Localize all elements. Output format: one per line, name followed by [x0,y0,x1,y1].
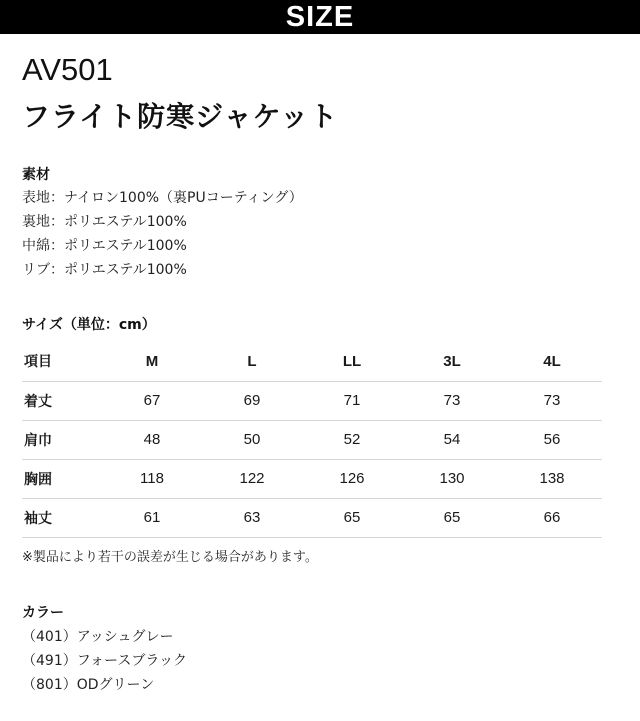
row-label: 肩巾 [22,420,102,459]
color-line: （401）アッシュグレー [22,629,174,645]
table-cell: 54 [402,420,502,459]
column-header-size: L [202,342,302,381]
table-row [22,381,602,420]
color-line: （491）フォースブラック [22,653,188,669]
column-header-item: 項目 [22,342,102,381]
material-line: リブ：ポリエステル100% [22,262,187,278]
size-table [22,342,602,538]
material-line: 表地：ナイロン100%（裏PUコーティング） [22,190,303,206]
table-cell: 67 [102,381,202,420]
material-heading: 素材 [22,167,50,183]
column-header-size: M [102,342,202,381]
table-cell: 48 [102,420,202,459]
product-name: フライト防寒ジャケット [22,100,339,133]
tolerance-note: ※製品により若干の誤差が生じる場合があります。 [22,550,318,565]
table-cell: 126 [302,459,402,498]
product-model: AV501 [22,52,113,87]
row-label: 着丈 [22,381,102,420]
table-cell: 56 [502,420,602,459]
material-line: 中綿：ポリエステル100% [22,238,187,254]
row-label: 胸囲 [22,459,102,498]
table-cell: 65 [402,498,502,537]
table-cell: 69 [202,381,302,420]
banner-title: SIZE [285,0,355,33]
table-row [22,498,602,537]
table-cell: 50 [202,420,302,459]
material-line: 裏地：ポリエステル100% [22,214,187,230]
size-table-header-row [22,342,602,381]
row-label: 袖丈 [22,498,102,537]
table-cell: 73 [502,381,602,420]
column-header-size: LL [302,342,402,381]
table-cell: 61 [102,498,202,537]
table-cell: 122 [202,459,302,498]
table-cell: 73 [402,381,502,420]
table-cell: 138 [502,459,602,498]
table-cell: 65 [302,498,402,537]
table-cell: 130 [402,459,502,498]
size-table-heading: サイズ（単位：cm） [22,317,156,333]
color-line: （801）ODグリーン [22,677,155,693]
table-cell: 66 [502,498,602,537]
column-header-size: 3L [402,342,502,381]
color-heading: カラー [22,605,64,621]
table-row [22,420,602,459]
table-row [22,459,602,498]
table-cell: 118 [102,459,202,498]
table-cell: 71 [302,381,402,420]
table-cell: 63 [202,498,302,537]
table-cell: 52 [302,420,402,459]
size-banner [0,0,640,34]
column-header-size: 4L [502,342,602,381]
